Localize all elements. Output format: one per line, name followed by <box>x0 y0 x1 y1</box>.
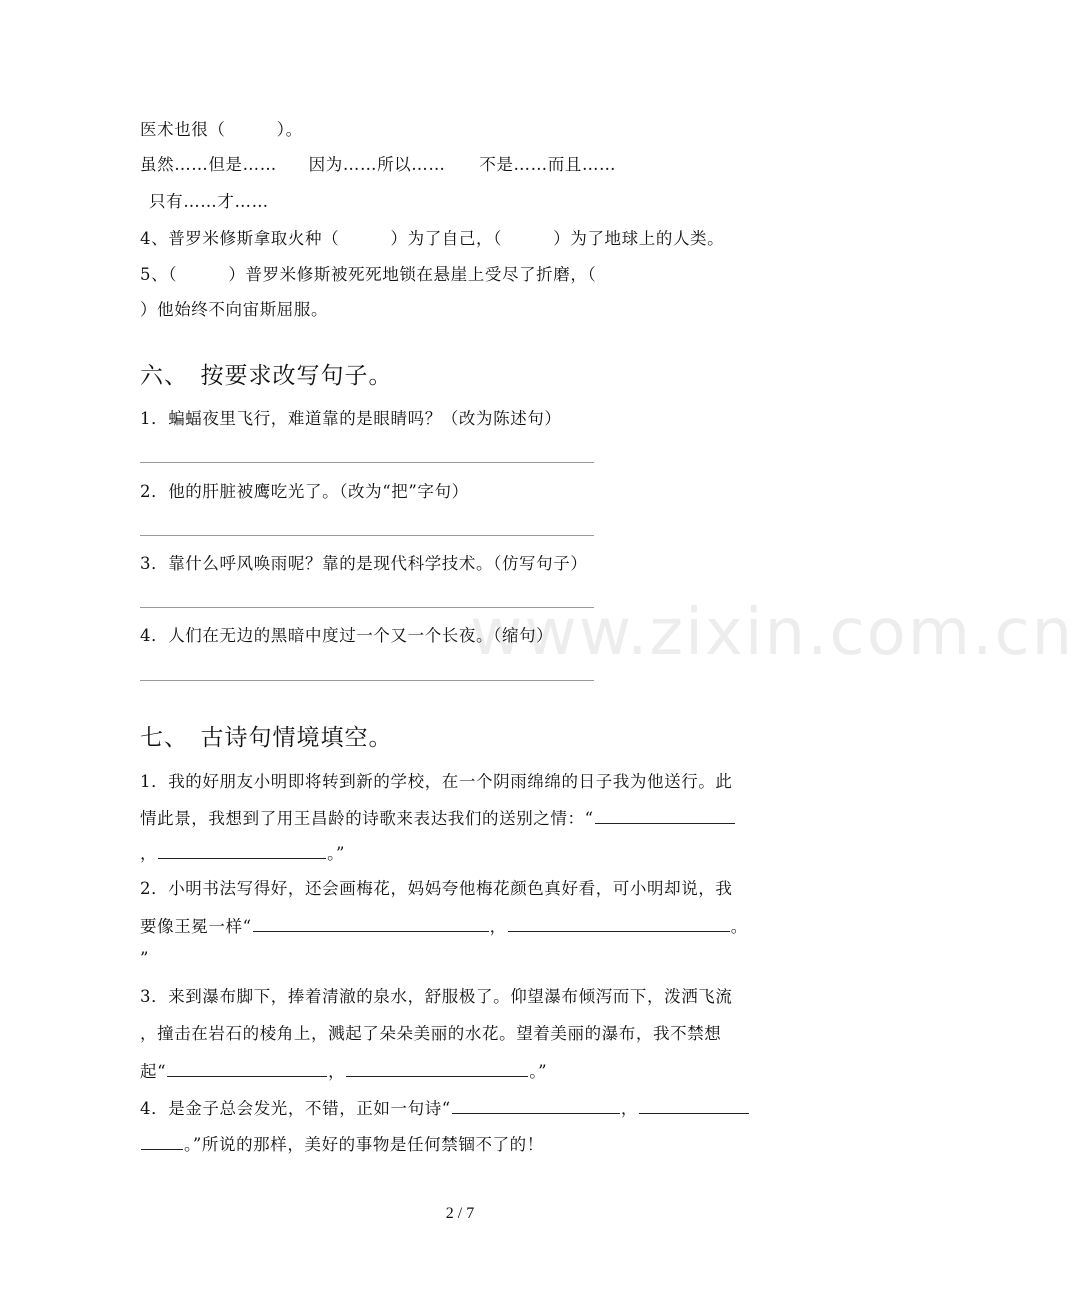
question-7-4-line1 <box>140 1095 750 1121</box>
punctuation: 。 <box>730 917 748 936</box>
answer-blank[interactable] <box>158 840 326 859</box>
question-6-2: 2．他的肝脏被鹰吃光了。（改为“把”字句） <box>140 482 469 501</box>
page-number: 2 / 7 <box>445 1205 475 1222</box>
answer-blank[interactable] <box>167 1058 327 1077</box>
punctuation: ， <box>489 917 507 936</box>
question-7-3-line2: ，撞击在岩石的棱角上，溅起了朵朵美丽的水花。望着美丽的瀑布，我不禁想 <box>140 1024 722 1043</box>
punctuation: ， <box>328 1062 346 1081</box>
section-7-heading: 七、 古诗句情境填空。 <box>140 725 393 751</box>
question-7-3-line1: 3．来到瀑布脚下，捧着清澈的泉水，舒服极了。仰望瀑布倾泻而下，泼洒飞流 <box>140 987 733 1006</box>
answer-blank[interactable] <box>508 913 730 932</box>
punctuation: 。” <box>327 844 345 863</box>
question-5-4: 4、普罗米修斯拿取火种（ ）为了自己，（ ）为了地球上的人类。 <box>140 229 725 248</box>
question-text: 情此景，我想到了用王昌龄的诗歌来表达我们的送别之情：“ <box>140 809 594 828</box>
section-6-heading: 六、 按要求改写句子。 <box>140 363 393 389</box>
question-7-1-line1: 1．我的好朋友小明即将转到新的学校，在一个阴雨绵绵的日子我为他送行。此 <box>140 772 733 791</box>
question-text: 4．是金子总会发光，不错，正如一句诗“ <box>140 1099 451 1118</box>
answer-blank[interactable] <box>639 1095 749 1114</box>
question-7-3-line3 <box>140 1058 547 1084</box>
question-text: 。”所说的那样，美好的事物是任何禁锢不了的！ <box>184 1135 544 1154</box>
question-7-1-line2 <box>140 805 736 831</box>
question-5-5-line2: ）他始终不向宙斯屈服。 <box>140 300 329 319</box>
question-6-1: 1．蝙蝠夜里飞行，难道靠的是眼睛吗？（改为陈述句） <box>140 409 562 428</box>
question-7-2-line3: ” <box>140 949 150 968</box>
question-5-5-line1: 5、（ ）普罗米修斯被死死地锁在悬崖上受尽了折磨，（ <box>140 265 597 284</box>
question-7-1-line3 <box>140 840 345 866</box>
answer-line <box>140 462 594 463</box>
answer-blank[interactable] <box>253 913 489 932</box>
conjunction-options-row-2: 只有……才…… <box>149 192 269 211</box>
fill-in-line-1: 医术也很（ ）。 <box>140 120 303 139</box>
conjunction-option: 不是……而且…… <box>479 155 617 174</box>
question-text: 起“ <box>140 1062 167 1081</box>
punctuation: ， <box>620 1099 638 1118</box>
conjunction-option: 虽然……但是…… <box>140 155 277 174</box>
question-text: 要像王冕一样“ <box>140 917 252 936</box>
question-7-4-line2 <box>140 1131 544 1157</box>
question-7-2-line1: 2．小明书法写得好，还会画梅花，妈妈夸他梅花颜色真好看，可小明却说，我 <box>140 879 733 898</box>
punctuation: ， <box>140 844 158 863</box>
answer-line <box>140 535 594 536</box>
answer-line <box>140 680 594 681</box>
question-7-2-line2 <box>140 913 748 939</box>
watermark: www.zixin.com.cn <box>470 596 1074 670</box>
punctuation: 。” <box>529 1062 548 1081</box>
question-6-3: 3．靠什么呼风唤雨呢？靠的是现代科学技术。（仿写句子） <box>140 554 588 573</box>
conjunction-options-row-1 <box>140 153 616 177</box>
question-6-4: 4．人们在无边的黑暗中度过一个又一个长夜。（缩句） <box>140 626 554 645</box>
conjunction-option: 因为……所以…… <box>308 155 446 174</box>
answer-blank[interactable] <box>141 1131 183 1150</box>
answer-blank[interactable] <box>595 805 735 824</box>
answer-blank[interactable] <box>452 1095 620 1114</box>
answer-blank[interactable] <box>346 1058 528 1077</box>
